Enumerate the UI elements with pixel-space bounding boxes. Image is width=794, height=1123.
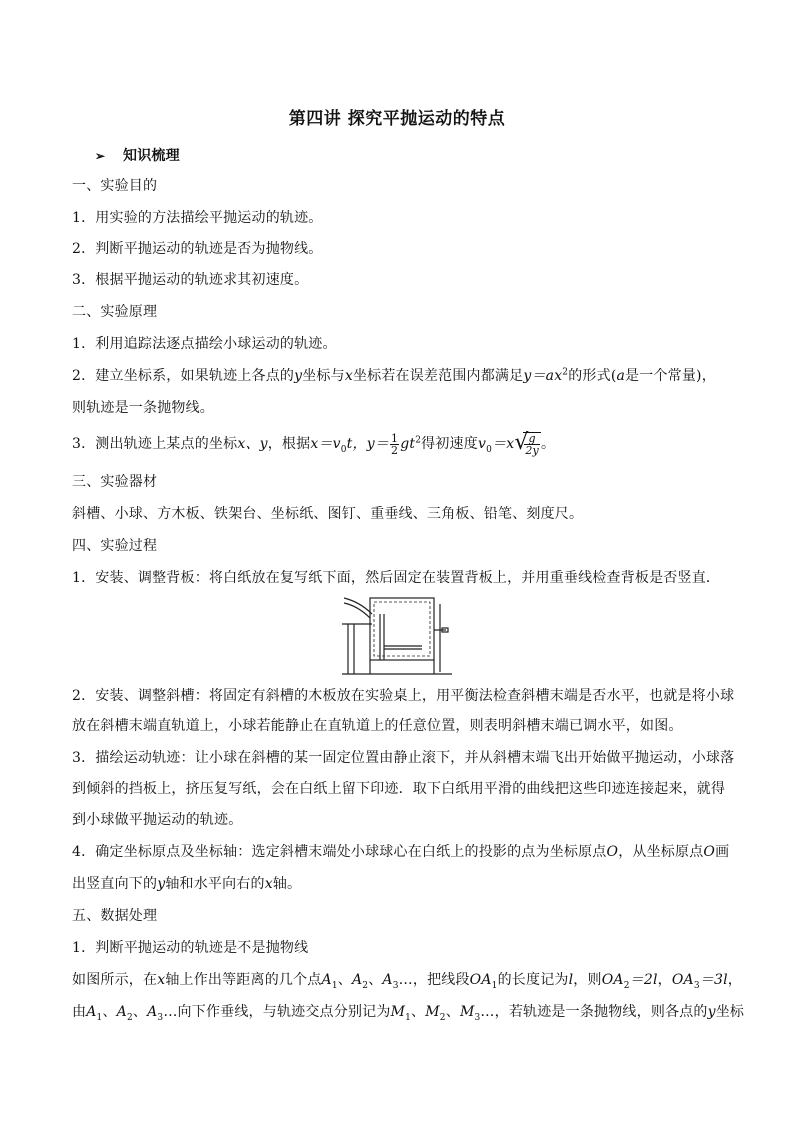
var-v: v — [477, 436, 487, 452]
data-item-1: 1．判断平抛运动的轨迹是不是抛物线 — [72, 940, 309, 956]
section-heading — [95, 146, 747, 166]
fraction-denominator: 2y — [525, 444, 539, 457]
formula-OA2: ＝2l — [629, 972, 658, 988]
text: 得初速度 — [421, 436, 478, 452]
text: 画 — [715, 844, 730, 860]
text: 坐标若在误差范围内都满足 — [352, 368, 524, 384]
text: 2．建立坐标系，如果轨迹上各点的 — [72, 368, 295, 384]
purpose-item-1: 1．用实验的方法描绘平抛运动的轨迹。 — [72, 210, 323, 226]
heading-data-processing: 五、数据处理 — [72, 908, 158, 924]
var-OA2: OA — [601, 972, 624, 988]
fraction-numerator: 1 — [391, 431, 399, 445]
principle-item-1: 1．利用追踪法逐点描绘小球运动的轨迹。 — [72, 336, 337, 352]
formula-x: x＝v — [310, 436, 341, 452]
procedure-item-2-line-1: 2．安装、调整斜槽：将固定有斜槽的木板放在实验桌上，用平衡法检查斜槽末端是否水平，也就是将小球 — [72, 688, 735, 704]
page-title: 第四讲 探究平抛运动的特点 — [288, 109, 506, 129]
text: 出竖直向下的 — [72, 876, 158, 892]
text: 坐标与 — [302, 368, 345, 384]
procedure-item-3-line-2: 到倾斜的挡板上，挤压复写纸，会在白纸上留下印迹．取下白纸用平滑的曲线把这些印迹连接起来，就得 — [72, 781, 726, 797]
text: ， — [727, 972, 742, 988]
formula-OA3: ＝3l — [699, 972, 728, 988]
paper-sheet — [374, 602, 430, 656]
text: …向下作垂线，与轨迹交点分别记为 — [163, 1004, 391, 1020]
section-heading-text: 知识梳理 — [123, 148, 180, 164]
principle-item-3: 3．测出轨迹上某点的坐标x、y，根据$x=v_0t$，y＝ $\frac{1}{2}$ $gt^2$得初速度$v_0=x$ √ $\frac{g}{2y}$ 。 — [72, 430, 556, 457]
data-paragraph-line-1: 如图所示，在x轴上作出等距离的几个点$A_1$、$A_2$、$A_3\dots$，把线段$OA_1$的长度记为l，则$OA_2=2l$，$OA_3=3l$， — [72, 972, 742, 991]
equipment-list: 斜槽、小球、方木板、铁架台、坐标纸、图钉、重垂线、三角板、铅笔、刻度尺。 — [72, 506, 584, 522]
fraction-numerator: g — [524, 433, 540, 445]
chute-top — [344, 598, 372, 614]
principle-item-2: 2．建立坐标系，如果轨迹上各点的y坐标与x坐标若在误差范围内都满足$y=ax^2$的形式(a是一个常量)， — [72, 367, 716, 384]
text: 3．测出轨迹上某点的坐标 — [72, 436, 238, 452]
text: 。 — [540, 436, 556, 452]
subscript: 0 — [340, 444, 347, 455]
text: ， — [657, 972, 672, 988]
text: ，根据 — [267, 436, 311, 452]
var-x: x — [157, 972, 166, 988]
formula-y: ，y＝ — [352, 436, 390, 452]
var-OA3: OA — [671, 972, 694, 988]
sqrt-expression — [514, 432, 541, 456]
text: 轴上作出等距离的几个点 — [165, 972, 322, 988]
var-l: l — [568, 972, 574, 988]
text: ，从坐标原点 — [618, 844, 704, 860]
purpose-item-2: 2．判断平抛运动的轨迹是否为抛物线。 — [72, 241, 323, 257]
purpose-item-3: 3．根据平抛运动的轨迹求其初速度。 — [72, 272, 309, 288]
heading-procedure: 四、实验过程 — [72, 538, 158, 554]
formula-parabola: y＝ax — [523, 368, 563, 384]
fraction-half — [390, 433, 399, 456]
var-a: a — [616, 368, 626, 384]
text: …，若轨迹是一条抛物线，则各点的 — [480, 1004, 708, 1020]
var-O: O — [703, 844, 716, 860]
radical-sign: √ — [514, 430, 529, 455]
procedure-item-4-line-1 — [72, 842, 730, 862]
procedure-item-1: 1．安装、调整背板：将白纸放在复写纸下面，然后固定在装置背板上，并用重垂线检查背板是否竖直． — [72, 570, 721, 586]
var-x: x — [344, 368, 353, 384]
heading-experiment-principle: 二、实验原理 — [72, 304, 158, 320]
var-y: y — [294, 368, 303, 384]
var-y: y — [157, 876, 166, 892]
chute-bottom — [344, 603, 370, 618]
heading-experiment-purpose: 一、实验目的 — [72, 178, 158, 194]
apparatus-figure — [342, 594, 452, 676]
arrow-bullet-icon: ➢ — [95, 149, 106, 163]
var-gt: gt — [400, 436, 416, 452]
text: …，把线段 — [398, 972, 470, 988]
var-t: t — [346, 436, 353, 452]
procedure-item-3-line-1: 3．描绘运动轨迹：让小球在斜槽的某一固定位置由静止滚下，并从斜槽末端飞出开始做平抛运动，小球落 — [72, 750, 735, 766]
text: 由 — [72, 1004, 87, 1020]
heading-equipment: 三、实验器材 — [72, 474, 158, 490]
text: 轴和水平向右的 — [165, 876, 265, 892]
var-x: x — [264, 876, 273, 892]
procedure-item-2-line-2: 放在斜槽末端直轨道上，小球若能静止在直轨道上的任意位置，则表明斜槽末端已调水平，如图。 — [72, 718, 683, 734]
var-O: O — [606, 844, 619, 860]
text: 如图所示，在 — [72, 972, 158, 988]
text: 4．确定坐标原点及坐标轴：选定斜槽末端处小球球心在白纸上的投影的点为坐标原点 — [72, 844, 607, 860]
principle-item-2-cont: 则轨迹是一条抛物线。 — [72, 400, 214, 416]
text: ，则 — [573, 972, 602, 988]
text: 是一个常量)， — [625, 368, 716, 384]
var-xy: x、y — [237, 436, 268, 452]
var-OA1: OA — [469, 972, 492, 988]
procedure-item-4-line-2 — [72, 874, 724, 894]
formula-v0: ＝x — [492, 436, 515, 452]
subscript: 0 — [486, 444, 493, 455]
text: 的形式( — [568, 368, 617, 384]
var-y: y — [707, 1004, 716, 1020]
text: 轴。 — [272, 876, 302, 892]
data-paragraph-line-2: 由$A_1$、$A_2$、$A_3\dots$向下作垂线，与轨迹交点分别记为$M_1$、$M_2$、$M_3\dots$，若轨迹是一条抛物线，则各点的y坐标 — [72, 1004, 745, 1023]
fraction-denominator: 2 — [391, 443, 399, 457]
text: 坐标 — [715, 1004, 745, 1020]
procedure-item-3-line-3: 到小球做平抛运动的轨迹。 — [72, 812, 243, 828]
text: 的长度记为 — [497, 972, 569, 988]
